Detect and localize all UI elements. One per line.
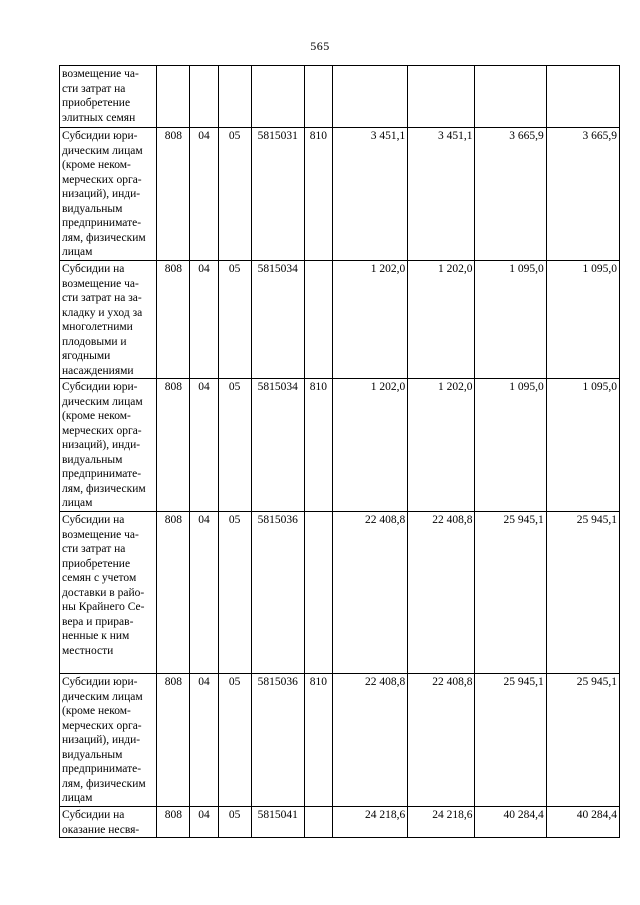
table-row: [60, 807, 620, 838]
ministry-code: 808: [157, 674, 190, 807]
ministry-code: 808: [157, 807, 190, 838]
row-description: Субсидии на возмещение ча- сти затрат на за- кладку и уход за многолетними плодовыми и ягодными насаждениями: [60, 261, 157, 379]
table-row: [60, 128, 620, 261]
subsection-code: 05: [218, 807, 251, 838]
table-row: [60, 379, 620, 512]
amount-col-3: 25 945,1: [475, 674, 546, 807]
amount-col-1: [332, 66, 407, 128]
row-description: Субсидии на возмещение ча- сти затрат на приобретение семян с учетом доставки в райо- ны Крайнего Се- вера и прирав- ненные к ним местности: [60, 512, 157, 674]
amount-col-2: 3 451,1: [408, 128, 475, 261]
target-article-code: 5815036: [251, 674, 304, 807]
amount-col-1: 1 202,0: [332, 261, 407, 379]
amount-col-2: 1 202,0: [408, 379, 475, 512]
expense-type-code: [304, 66, 332, 128]
expense-type-code: [304, 807, 332, 838]
section-code: [190, 66, 218, 128]
budget-table: [59, 65, 620, 838]
target-article-code: 5815034: [251, 261, 304, 379]
ministry-code: [157, 66, 190, 128]
ministry-code: 808: [157, 128, 190, 261]
amount-col-3: 1 095,0: [475, 261, 546, 379]
table-row: [60, 674, 620, 807]
table-row: [60, 66, 620, 128]
subsection-code: 05: [218, 128, 251, 261]
amount-col-4: 1 095,0: [546, 379, 619, 512]
amount-col-3: [475, 66, 546, 128]
section-code: 04: [190, 512, 218, 674]
subsection-code: 05: [218, 512, 251, 674]
amount-col-1: 1 202,0: [332, 379, 407, 512]
row-description: Субсидии юри- дическим лицам (кроме неком- мерческих орга- низаций), инди- видуальным предпринимате- лям, физическим лицам: [60, 379, 157, 512]
subsection-code: [218, 66, 251, 128]
section-code: 04: [190, 674, 218, 807]
target-article-code: [251, 66, 304, 128]
section-code: 04: [190, 128, 218, 261]
amount-col-1: 22 408,8: [332, 674, 407, 807]
amount-col-2: [408, 66, 475, 128]
row-description: возмещение ча- сти затрат на приобретение элитных семян: [60, 66, 157, 128]
target-article-code: 5815031: [251, 128, 304, 261]
amount-col-1: 24 218,6: [332, 807, 407, 838]
row-description: Субсидии на оказание несвя-: [60, 807, 157, 838]
subsection-code: 05: [218, 674, 251, 807]
amount-col-1: 3 451,1: [332, 128, 407, 261]
amount-col-2: 22 408,8: [408, 512, 475, 674]
section-code: 04: [190, 379, 218, 512]
row-description: Субсидии юри- дическим лицам (кроме неком- мерческих орга- низаций), инди- видуальным предпринимате- лям, физическим лицам: [60, 128, 157, 261]
target-article-code: 5815036: [251, 512, 304, 674]
ministry-code: 808: [157, 512, 190, 674]
amount-col-4: [546, 66, 619, 128]
amount-col-2: 24 218,6: [408, 807, 475, 838]
amount-col-3: 3 665,9: [475, 128, 546, 261]
subsection-code: 05: [218, 261, 251, 379]
expense-type-code: 810: [304, 674, 332, 807]
section-code: 04: [190, 807, 218, 838]
section-code: 04: [190, 261, 218, 379]
target-article-code: 5815034: [251, 379, 304, 512]
table-row: [60, 512, 620, 674]
row-description: Субсидии юри- дическим лицам (кроме неком- мерческих орга- низаций), инди- видуальным предпринимате- лям, физическим лицам: [60, 674, 157, 807]
expense-type-code: 810: [304, 128, 332, 261]
ministry-code: 808: [157, 261, 190, 379]
expense-type-code: 810: [304, 379, 332, 512]
amount-col-3: 40 284,4: [475, 807, 546, 838]
subsection-code: 05: [218, 379, 251, 512]
page-number: 565: [310, 39, 330, 53]
amount-col-2: 1 202,0: [408, 261, 475, 379]
ministry-code: 808: [157, 379, 190, 512]
amount-col-2: 22 408,8: [408, 674, 475, 807]
table-row: [60, 261, 620, 379]
expense-type-code: [304, 261, 332, 379]
budget-table-body: [60, 66, 620, 838]
amount-col-4: 25 945,1: [546, 512, 619, 674]
amount-col-3: 1 095,0: [475, 379, 546, 512]
amount-col-4: 3 665,9: [546, 128, 619, 261]
amount-col-4: 40 284,4: [546, 807, 619, 838]
amount-col-4: 1 095,0: [546, 261, 619, 379]
expense-type-code: [304, 512, 332, 674]
amount-col-3: 25 945,1: [475, 512, 546, 674]
amount-col-4: 25 945,1: [546, 674, 619, 807]
amount-col-1: 22 408,8: [332, 512, 407, 674]
target-article-code: 5815041: [251, 807, 304, 838]
